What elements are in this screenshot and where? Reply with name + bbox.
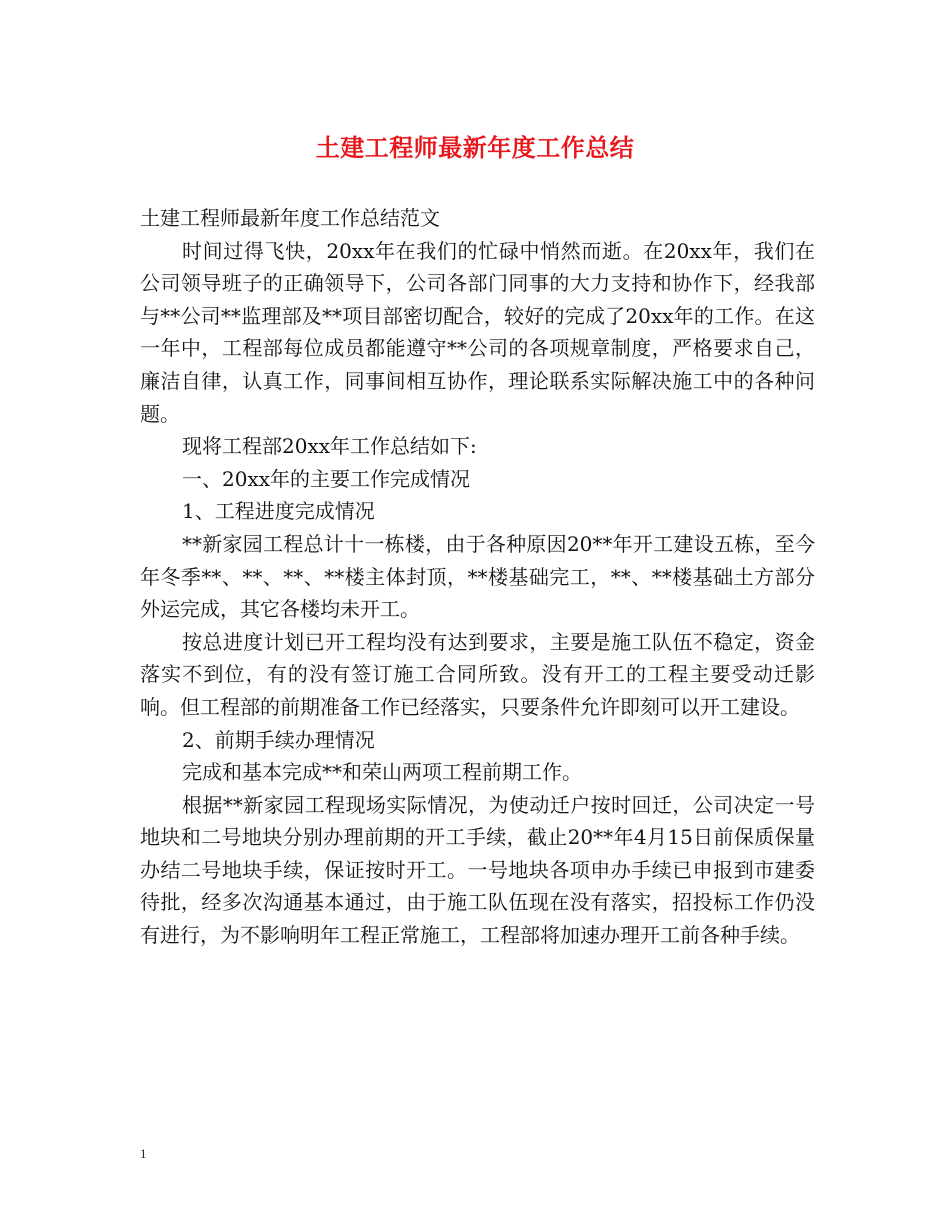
subsection-heading: 2、前期手续办理情况: [182, 727, 375, 752]
paragraph: 按总进度计划已开工程均没有达到要求，主要是施工队伍不稳定，资金落实不到位，有的没有签订施工合同所致。没有开工的工程主要受动迁影响。但工程部的前期准备工作已经落实，只要条件允许即刻可以开工建设。: [140, 629, 815, 719]
paragraph: 根据**新家园工程现场实际情况，为使动迁户按时回迁，公司决定一号地块和二号地块分别办理前期的开工手续，截止20**年4月15日前保质保量办结二号地块手续，保证按时开工。一号地块各项申办手续已申报到市建委待批，经多次沟通基本通过，由于施工队伍现在没有落实，招投标工作仍没有进行，为不影响明年工程正常施工，工程部将加速办理开工前各种手续。: [140, 792, 815, 948]
document-title: 土建工程师最新年度工作总结: [315, 133, 635, 162]
page-number: 1: [140, 1146, 147, 1161]
document-subtitle: 土建工程师最新年度工作总结范文: [140, 206, 440, 230]
paragraph: **新家园工程总计十一栋楼，由于各种原因20**年开工建设五栋，至今年冬季**、**、**、**楼主体封顶，**楼基础完工，**、**楼基础土方部分外运完成，其它各楼均未开工。: [140, 531, 815, 622]
paragraph: 时间过得飞快，20xx年在我们的忙碌中悄然而逝。在20xx年，我们在公司领导班子的正确领导下，公司各部门同事的大力支持和协作下，经我部与**公司**监理部及**项目部密切配合，较好的完成了20xx年的工作。在这一年中，工程部每位成员都能遵守**公司的各项规章制度，严格要求自己，廉洁自律，认真工作，同事间相互协作，理论联系实际解决施工中的各种问题。: [140, 238, 815, 426]
section-heading: 一、20xx年的主要工作完成情况: [182, 466, 471, 491]
subsection-heading: 1、工程进度完成情况: [182, 499, 375, 524]
document-body: [140, 202, 815, 952]
paragraph: 完成和基本完成**和荣山两项工程前期工作。: [182, 760, 582, 785]
paragraph: 现将工程部20xx年工作总结如下:: [182, 434, 477, 459]
